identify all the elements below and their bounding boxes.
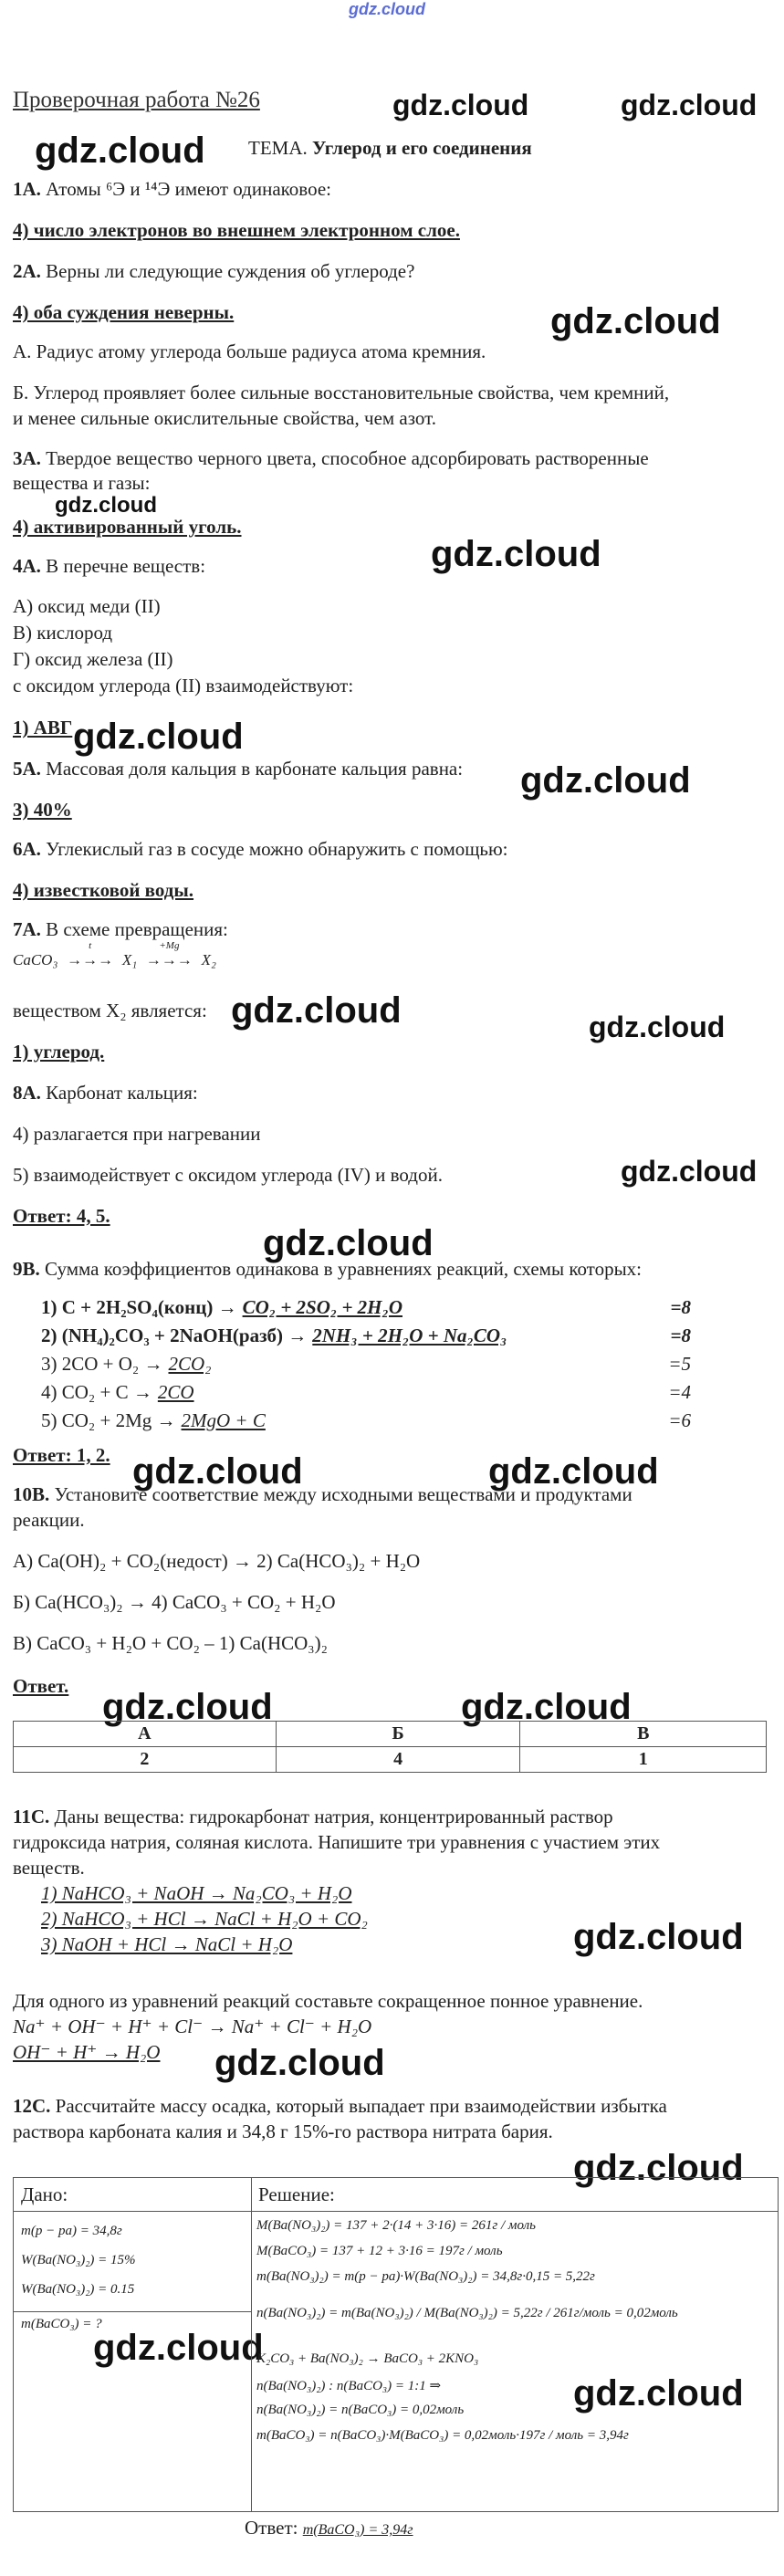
table-header: Б [276, 1722, 520, 1747]
equation-reactants: 1) C + 2H₂SO₄(конц) → [41, 1296, 237, 1318]
watermark: gdz.cloud [520, 760, 691, 801]
q7-scheme: CaCO₃ t →→→ X₁ +Mg →→→ X₂ [13, 940, 216, 969]
q10-answer-label: Ответ. [13, 1675, 69, 1697]
q12-question-cont: раствора карбоната калия и 34,8 г 15%-го раствора нитрата бария. [13, 2120, 553, 2142]
q11-question: 11C. Даны вещества: гидрокарбонат натрия, концентрированный раствор [13, 1806, 613, 1827]
q7-question: 7A. В схеме превращения: [13, 918, 228, 940]
solution-table [13, 2177, 779, 2512]
q4-question: 4A. В перечне веществ: [13, 555, 206, 577]
watermark: gdz.cloud [488, 1451, 659, 1492]
equation-products: 2MgO + C [181, 1409, 266, 1431]
coefficient-sum: =8 [670, 1296, 691, 1318]
watermark: gdz.cloud [231, 990, 402, 1031]
topic-prefix: ТЕМА. [248, 137, 308, 159]
equation-reactants: 3) 2CO + O₂ → [41, 1353, 163, 1375]
watermark: gdz.cloud [102, 1687, 273, 1727]
q10-item: А) Ca(OH)₂ + CO₂(недост) → 2) Ca(HCO₃)₂ + H₂O [13, 1550, 421, 1572]
watermark: gdz.cloud [589, 1011, 726, 1043]
header-divider [14, 2211, 778, 2212]
watermark: gdz.cloud [573, 1917, 744, 1957]
equation-products: 2CO₂ [168, 1353, 212, 1375]
q2-statement-b-cont: и менее сильные окислительные свойства, чем азот. [13, 407, 436, 429]
coefficient-sum: =5 [668, 1353, 691, 1375]
q11-note: Для одного из уравнений реакций составьте сокращенное понное уравнение. [13, 1990, 643, 2012]
coefficient-sum: =8 [670, 1325, 691, 1346]
q9-equation [41, 1325, 691, 1347]
q9-equation [41, 1381, 691, 1404]
equation-products: 2NH₃ + 2H₂O + Na₂CO₃ [312, 1325, 507, 1346]
table-cell: 1 [520, 1747, 767, 1773]
find-item: m(BaCO₃) = ? [21, 2317, 102, 2331]
q10-question-cont: реакции. [13, 1509, 85, 1531]
q4-item: Г) оксид железа (II) [13, 648, 173, 670]
solution-step: m(Ba(NO₃)₂) = m(p − pa)·W(Ba(NO₃)₂) = 34,8г·0,15 = 5,22г [256, 2269, 595, 2284]
q1-question: 1A. Атомы ⁶Э и ¹⁴Э имеют одинаковое: [13, 178, 331, 200]
q4-answer: 1) АВГ [13, 717, 73, 738]
q6-answer: 4) известковой воды. [13, 879, 194, 901]
given-divider [14, 2311, 251, 2312]
watermark: gdz.cloud [573, 2148, 744, 2188]
q8-answer: Ответ: 4, 5. [13, 1205, 110, 1227]
watermark: gdz.cloud [621, 1155, 758, 1188]
q7-answer: 1) углерод. [13, 1041, 105, 1063]
solution-step: m(BaCO₃) = n(BaCO₃)·M(BaCO₃) = 0,02моль·197г / моль = 3,94г [256, 2428, 629, 2443]
watermark: gdz.cloud [431, 534, 601, 574]
watermark: gdz.cloud [263, 1223, 434, 1263]
q2-statement-b: Б. Углерод проявляет более сильные восстановительные свойства, чем кремний, [13, 382, 670, 403]
q11-equation: 3) NaOH + HCl → NaCl + H₂O [41, 1933, 293, 1955]
watermark: gdz.cloud [392, 89, 529, 121]
watermark: gdz.cloud [214, 2043, 385, 2083]
q3-question-cont: вещества и газы: [13, 472, 151, 494]
equation-products: CO₂ + 2SO₂ + 2H₂O [242, 1296, 402, 1318]
q9-equation [41, 1296, 691, 1319]
solution-label: Решение: [258, 2183, 335, 2205]
topic [248, 137, 532, 160]
q9-answer: Ответ: 1, 2. [13, 1444, 110, 1466]
q8-item: 4) разлагается при нагревании [13, 1123, 261, 1145]
q10-item: Б) Ca(HCO₃)₂ → 4) CaCO₃ + CO₂ + H₂O [13, 1591, 336, 1613]
q4-item: А) оксид меди (II) [13, 595, 161, 617]
equation-reactants: 5) CO₂ + 2Mg → [41, 1409, 176, 1431]
solution-step: M(BaCO₃) = 137 + 12 + 3·16 = 197г / моль [256, 2244, 503, 2258]
q2-answer: 4) оба суждения неверны. [13, 301, 235, 323]
equation-products: 2CO [157, 1381, 194, 1403]
q9-equation [41, 1353, 691, 1376]
q2-question: 2A. Верны ли следующие суждения об углероде? [13, 260, 415, 282]
given-label: Дано: [21, 2183, 68, 2205]
solution-step: M(Ba(NO₃)₂) = 137 + 2·(14 + 3·16) = 261г / моль [256, 2218, 536, 2233]
page-title: Проверочная работа №26 [13, 88, 260, 112]
coefficient-sum: =6 [668, 1409, 691, 1431]
q8-item: 5) взаимодействует с оксидом углерода (IV) и водой. [13, 1164, 443, 1186]
solution-step: K₂CO₃ + Ba(NO₃)₂ → BaCO₃ + 2KNO₃ [256, 2351, 479, 2366]
q12-question: 12C. Рассчитайте массу осадка, который выпадает при взаимодействии избытка [13, 2095, 667, 2117]
table-header: В [520, 1722, 767, 1747]
watermark: gdz.cloud [55, 493, 157, 518]
site-logo[interactable]: gdz.cloud [349, 0, 425, 18]
watermark: gdz.cloud [550, 301, 721, 341]
q9-equation [41, 1409, 691, 1432]
watermark: gdz.cloud [573, 2373, 744, 2414]
q11-ionic-full: Na⁺ + OH⁻ + H⁺ + Cl⁻ → Na⁺ + Cl⁻ + H₂O [13, 2016, 372, 2037]
coefficient-sum: =4 [668, 1381, 691, 1403]
q11-equation: 1) NaHCO₃ + NaOH → Na₂CO₃ + H₂O [41, 1882, 352, 1904]
table-cell: 4 [276, 1747, 520, 1773]
answer-value: m(BaCO₃) = 3,94г [302, 2522, 413, 2538]
topic-title: Углерод и его соединения [312, 137, 532, 159]
q11-question-cont: гидроксида натрия, соляная кислота. Напишите три уравнения с участием этих [13, 1831, 661, 1853]
q8-question: 8A. Карбонат кальция: [13, 1082, 198, 1104]
q4-item: В) кислород [13, 622, 113, 644]
q9-question: 9B. Сумма коэффициентов одинакова в уравнениях реакций, схемы которых: [13, 1258, 643, 1280]
q1-answer: 4) число электронов во внешнем электронном слое. [13, 219, 460, 241]
q2-statement-a: А. Радиус атому углерода больше радиуса атома кремния. [13, 340, 486, 362]
q3-question: 3A. Твердое вещество черного цвета, способное адсорбировать растворенные [13, 447, 649, 469]
watermark: gdz.cloud [621, 89, 758, 121]
given-item: W(Ba(NO₃)₂) = 0.15 [21, 2282, 135, 2297]
table-header: А [14, 1722, 277, 1747]
q4-tail: с оксидом углерода (II) взаимодействуют: [13, 675, 354, 696]
given-item: W(Ba(NO₃)₂) = 15% [21, 2253, 136, 2267]
watermark: gdz.cloud [461, 1687, 632, 1727]
table-cell: 2 [14, 1747, 277, 1773]
q10-question: 10B. Установите соответствие между исходными веществами и продуктами [13, 1483, 632, 1505]
equation-reactants: 4) CO₂ + C → [41, 1381, 152, 1403]
watermark: gdz.cloud [93, 2328, 264, 2368]
q11-equation: 2) NaHCO₃ + HCl → NaCl + H₂O + CO₂ [41, 1908, 368, 1930]
given-item: m(p − pa) = 34,8г [21, 2224, 122, 2238]
solution-step: n(Ba(NO₃)₂) = n(BaCO₃) = 0,02моль [256, 2403, 465, 2417]
q11-ionic-short: OH⁻ + H⁺ → H₂O [13, 2041, 161, 2063]
watermark: gdz.cloud [35, 131, 205, 171]
answer-label: Ответ: [245, 2517, 298, 2539]
q5-answer: 3) 40% [13, 799, 72, 821]
q5-question: 5A. Массовая доля кальция в карбонате кальция равна: [13, 758, 464, 780]
q10-item: В) CaCO₃ + H₂O + CO₂ – 1) Ca(HCO₃)₂ [13, 1632, 328, 1654]
watermark: gdz.cloud [132, 1451, 303, 1492]
q7-tail: веществом X₂ является: [13, 1000, 207, 1021]
q10-answer-table [13, 1721, 767, 1773]
q3-answer: 4) активированный уголь. [13, 516, 242, 538]
column-divider [251, 2178, 252, 2511]
q12-answer [245, 2517, 413, 2539]
watermark: gdz.cloud [73, 717, 244, 757]
solution-step: n(Ba(NO₃)₂) = m(Ba(NO₃)₂) / M(Ba(NO₃)₂) = 5,22г / 261г/моль = 0,02моль [256, 2306, 678, 2320]
equation-reactants: 2) (NH₄)₂CO₃ + 2NaOH(разб) → [41, 1325, 308, 1346]
q6-question: 6A. Углекислый газ в сосуде можно обнаружить с помощью: [13, 838, 508, 860]
q11-question-cont: веществ. [13, 1857, 85, 1879]
solution-step: n(Ba(NO₃)₂) : n(BaCO₃) = 1:1 ⇒ [256, 2379, 442, 2393]
